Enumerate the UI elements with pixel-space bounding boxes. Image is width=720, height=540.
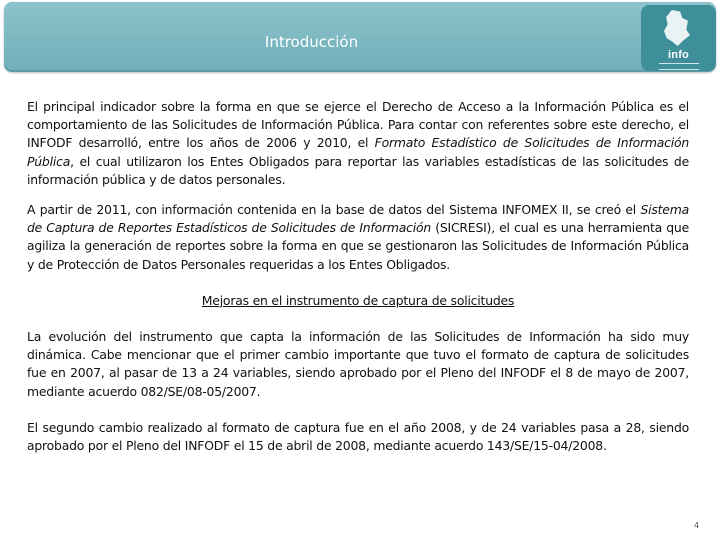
paragraph-3: La evolución del instrumento que capta la información de las Solicitudes de Información ha sido muy dinámica. Cabe mencionar que el primer cambio importante que tuvo el formato de captura de solicitudes fue en 2007, al pasar de 13 a 24 variables, siendo aprobado por el Pleno del INFODF el 8 de mayo de 2007, mediante acuerdo 082/SE/08-05/2007. xyxy=(27,329,689,399)
page-title: Introducción xyxy=(264,33,359,51)
page-number: 4 xyxy=(694,521,700,530)
map-icon xyxy=(664,10,690,46)
paragraph-2-text-b: (SICRESI), el cual es una herramienta que agiliza la generación de reportes sobre la forma en que se gestionaron las Solicitudes de Información Pública y de Protección de Datos Personales requeridas a los Entes Obligados. xyxy=(27,220,689,272)
logo-caption-lines xyxy=(659,63,699,70)
paragraph-4: El segundo cambio realizado al formato de captura fue en el año 2008, y de 24 variables pasa a 28, siendo aprobado por el Pleno del INFODF el 15 de abril de 2008, mediante acuerdo 143/SE/15-04/2008. xyxy=(27,419,689,454)
section-heading: Mejoras en el instrumento de captura de solicitudes xyxy=(201,292,515,308)
paragraph-1 xyxy=(27,98,689,189)
header-banner xyxy=(4,2,716,72)
paragraph-1-emphasis: Formato Estadístico de Solicitudes de Información Pública xyxy=(27,135,690,169)
paragraph-1-text-a: El principal indicador sobre la forma en que se ejerce el Derecho de Acceso a la Información Pública es el comportamiento de las Solicitudes de Información Pública. Para contar con referentes sobre este derecho, el INFODF desarrolló, entre los años de 2006 y 2010, el xyxy=(27,99,689,151)
paragraph-2-text-a: A partir de 2011, con información contenida en la base de datos del Sistema INFOMEX II, se creó el xyxy=(27,202,641,218)
paragraph-1-text-b: , el cual utilizaron los Entes Obligados para reportar las variables estadísticas de las solicitudes de información pública y de datos personales. xyxy=(27,153,689,187)
paragraph-2 xyxy=(27,201,689,274)
document-body xyxy=(27,98,689,467)
paragraph-2-emphasis: Sistema de Captura de Reportes Estadísticos de Solicitudes de Información xyxy=(27,202,689,236)
logo-text: info xyxy=(668,49,689,61)
infodf-logo xyxy=(641,5,716,71)
